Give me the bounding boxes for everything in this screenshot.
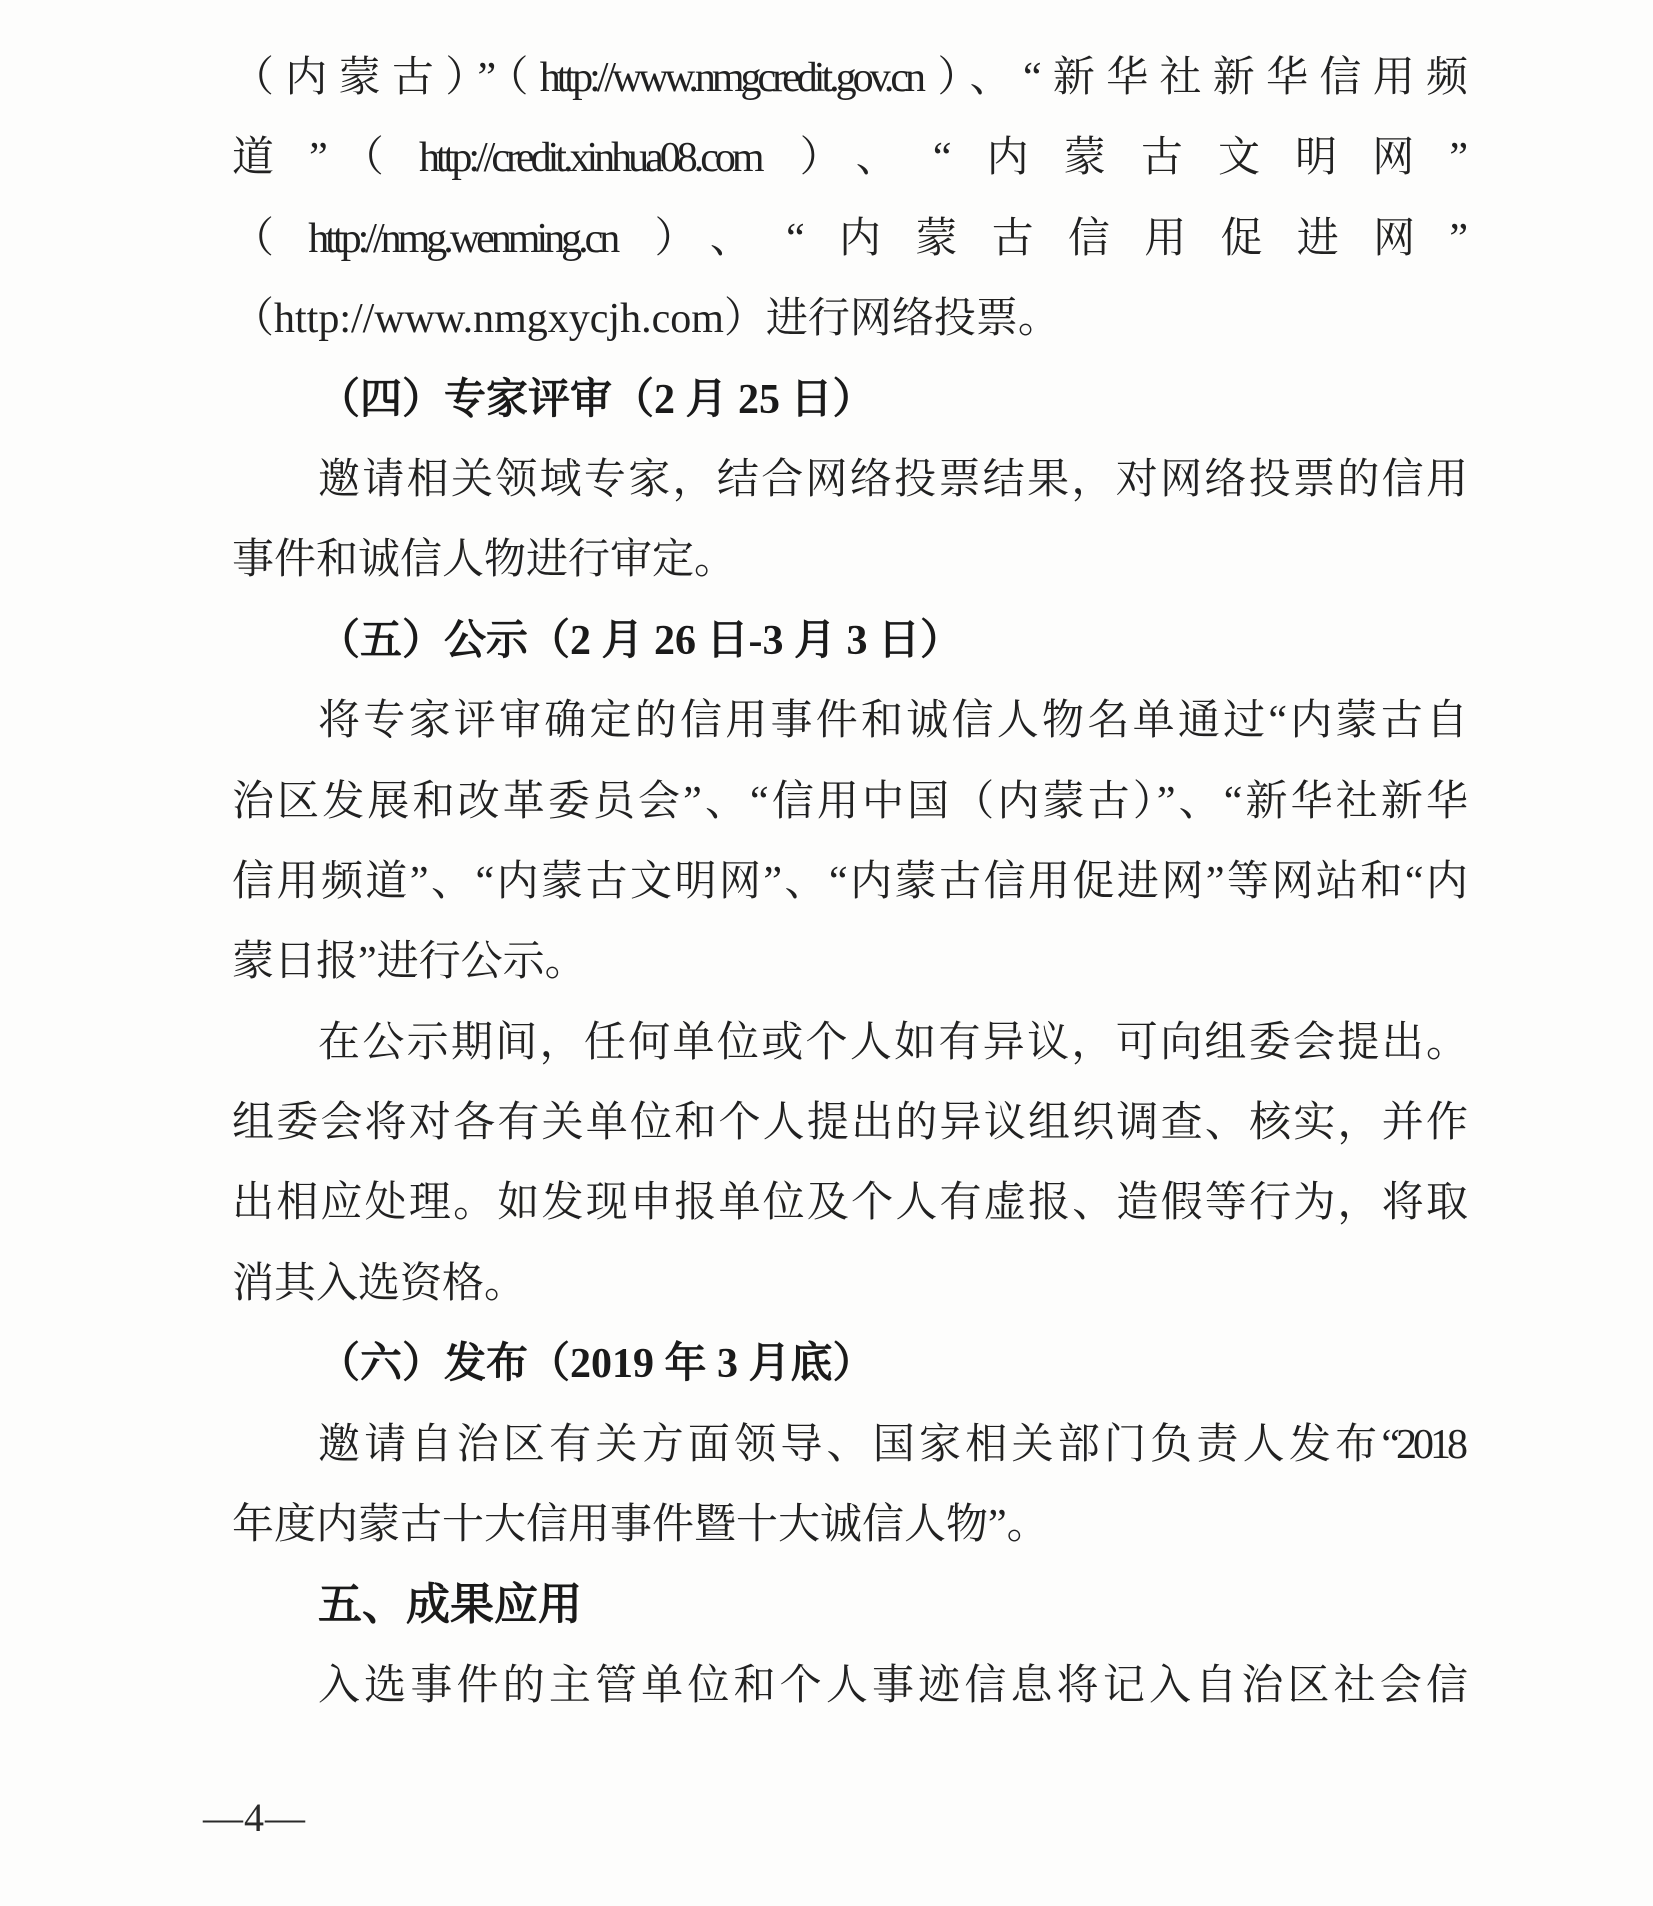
text-line: 年度内蒙古十大信用事件暨十大诚信人物”。 (232, 1502, 1049, 1549)
text-line: 消其入选资格。 (232, 1260, 527, 1307)
text-line: （内蒙古）”（http://www.nmgcredit.gov.cn）、“新华社新华信用频 (232, 55, 1464, 101)
heading-line: （六）发布（2019 年 3 月底） (318, 1341, 875, 1388)
text-line: （http://www.nmgxycjh.com）进行网络投票。 (232, 296, 1060, 343)
text-line: 治区发展和改革委员会”、“信用中国（内蒙古）”、“新华社新华 (232, 778, 1464, 825)
text-line: 入选事件的主管单位和个人事迹信息将记入自治区社会信 (318, 1662, 1464, 1709)
heading-line: （五）公示（2 月 26 日-3 月 3 日） (318, 617, 962, 664)
text-line: 邀请自治区有关方面领导、国家相关部门负责人发布“2018 (318, 1421, 1464, 1468)
text-line: （http://nmg.wenming.cn）、“内蒙古信用促进网” (232, 215, 1464, 262)
text-line: 事件和诚信人物进行审定。 (232, 537, 737, 584)
page-number: —4— (203, 1795, 306, 1840)
document-body (232, 38, 1464, 1726)
text-line: 邀请相关领域专家，结合网络投票结果，对网络投票的信用 (318, 456, 1464, 503)
text-line: 信用频道”、“内蒙古文明网”、“内蒙古信用促进网”等网站和“内 (232, 858, 1464, 905)
heading-line: 五、成果应用 (318, 1580, 582, 1630)
text-line: 道”（http://credit.xinhua08.com）、“内蒙古文明网” (232, 135, 1464, 182)
text-line: 在公示期间，任何单位或个人如有异议，可向组委会提出。 (318, 1019, 1464, 1066)
text-line: 组委会将对各有关单位和个人提出的异议组织调查、核实，并作 (232, 1100, 1464, 1147)
text-line: 蒙日报”进行公示。 (232, 939, 587, 986)
text-line: 出相应处理。如发现申报单位及个人有虚报、造假等行为，将取 (232, 1180, 1464, 1227)
text-line: 将专家评审确定的信用事件和诚信人物名单通过“内蒙古自 (318, 698, 1464, 745)
heading-line: （四）专家评审（2 月 25 日） (318, 376, 875, 423)
